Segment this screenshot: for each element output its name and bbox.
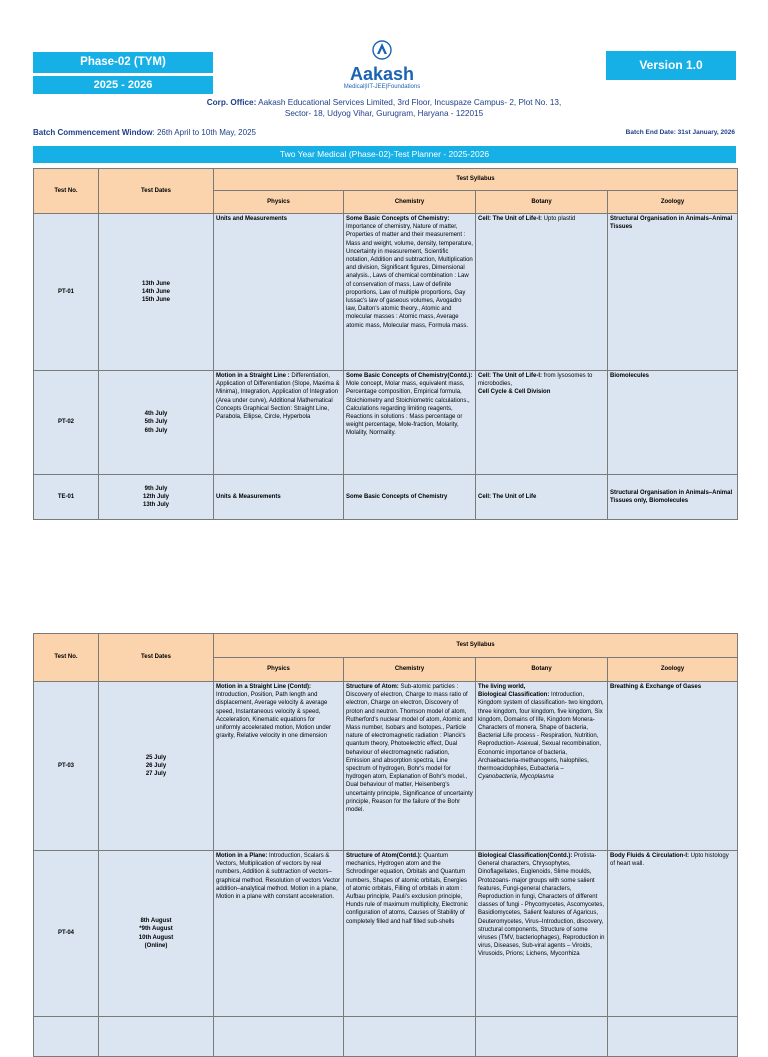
- test-date: 27 July: [145, 771, 167, 778]
- test-date: 26 July: [145, 762, 167, 769]
- chemistry-details: Quantum mechanics, Hydrogen atom and the Schrodinger equation, Orbitals and Quantum numbers, Shapes of atomic orbitals, Energies of atomic orbitals, Filling of orbitals in atom : Aufbau principle, Pauli's exclusion principle, Hunds rule of maximum multiplicity, Electronic configuration of atoms, Causes of Stability of completely filled and half filled sub-shells: [346, 853, 468, 925]
- zoology-topic: Breathing & Exchange of Gases: [610, 684, 702, 690]
- test-dates-cell: [99, 1017, 214, 1057]
- test-date: 25 July: [145, 754, 167, 761]
- botany-details-italic: Cyanobacteria, Mycoplasma: [478, 774, 554, 781]
- test-no-cell: [34, 1017, 99, 1057]
- test-dates-cell: [99, 214, 214, 371]
- test-date: 10th August: [138, 934, 174, 941]
- header-chemistry: Chemistry: [344, 658, 476, 682]
- header-zoology: Zoology: [608, 658, 738, 682]
- zoology-cell: [608, 475, 738, 520]
- header-chemistry: Chemistry: [344, 191, 476, 214]
- test-date: 12th July: [142, 493, 169, 500]
- botany-details: Introduction, Kingdom system of classification- two kingdom, three kingdom, four kingdom, five kingdom, Six kingdom, Domains of life, Kingdom Monera- Characters of monera, Shape of bacteria, Bacterial Life process - Respiration, Nutrition, Reproduction- Asexual, Sexual recombination, Economic importance of bacteria, Archaebacteria-methanogens, halophiles, thermoacidophiles, Eubacteria –: [478, 692, 604, 773]
- header-botany: Botany: [476, 658, 608, 682]
- test-dates-cell: [99, 371, 214, 475]
- physics-cell: [214, 475, 344, 520]
- table-row: [34, 682, 738, 851]
- batch-window-value: : 26th April to 10th May, 2025: [152, 128, 256, 137]
- chemistry-details: Importance of chemistry, Nature of matter, Properties of matter and their measurement : Mass and weight, volume, density, temperature, Uncertainty in measurement, Scientific notation, Addition and subtraction, Multiplication and division, Significant figures, Dimensional analysis., Laws of chemical combination : Law of conservation of mass, Law of definite proportions, Law of multiple proportions, Gay lussac's law of gaseous volumes, Avogadro law, Dalton's atomic theory., Atomic and molecular masses : Atomic mass, Average atomic mass, Molecular mass, Formula mass.: [346, 224, 473, 329]
- corp-office-line2: Sector- 18, Udyog Vihar, Gurugram, Haryana - 122015: [284, 109, 484, 118]
- zoology-cell: [608, 1017, 738, 1057]
- physics-topic: Units and Measurements: [216, 216, 288, 222]
- test-date: 13th July: [142, 502, 169, 509]
- botany-topic: Cell: The Unit of Life: [478, 493, 537, 500]
- header-test-no: Test No.: [34, 169, 99, 214]
- chemistry-cell: [344, 851, 476, 1017]
- zoology-topic: Biomolecules: [610, 373, 650, 379]
- botany-topic: Biological Classification(Contd.):: [478, 853, 573, 859]
- test-date: 14th June: [141, 288, 170, 295]
- brand-name: Aakash: [349, 64, 415, 84]
- test-date: (Online): [144, 942, 168, 949]
- chemistry-topic: Some Basic Concepts of Chemistry: [346, 493, 448, 500]
- physics-details: Introduction, Scalars & Vectors, Multiplication of vectors by real numbers, Addition & subtraction of vectors–graphical method. Resolution of vectors Vector addition–analytical method. Motion in a plane, Motion in a plane with constant acceleration.: [216, 853, 341, 901]
- batch-window-label: Batch Commencement Window: [33, 128, 153, 137]
- zoology-cell: [608, 214, 738, 371]
- zoology-cell: [608, 371, 738, 475]
- physics-cell: [214, 371, 344, 475]
- test-date: 8th August: [140, 918, 172, 925]
- test-dates-cell: [99, 682, 214, 851]
- physics-topic: Motion in a Plane:: [216, 853, 268, 859]
- zoology-topic: Structural Organisation in Animals–Animal Tissues only, Biomolecules: [610, 489, 733, 504]
- zoology-cell: [608, 851, 738, 1017]
- header-physics: Physics: [214, 191, 344, 214]
- botany-topic: The living world,: [478, 684, 526, 690]
- physics-cell: [214, 851, 344, 1017]
- botany-details: Protista-General characters, Chrysophytes, Dinoflagellates, Euglenoids, Slime moulds, Protozoans- major groups with some salient features, Fungi-general characters, Reproduction in fungi, Characters of different classes of fungi - Phycomycetes, Ascomycetes, Basidiomycetes, Salient features of Agaricus, Deuteromycetes, Virus–Introduction, discovery, structural components, Structure of some viruses (TMV, bacteriophages), Reproduction in virus, Diseases, Sub-viral agents – Viroids, Virusoids, Prions; Lichens, Mycorrhiza: [478, 853, 605, 958]
- corp-office-line1: Aakash Educational Services Limited, 3rd Floor, Incuspaze Campus- 2, Plot No. 13,: [256, 98, 562, 107]
- test-planner-table-1: [33, 168, 738, 520]
- botany-cell: [476, 851, 608, 1017]
- header-botany: Botany: [476, 191, 608, 214]
- table-row: [34, 851, 738, 1017]
- chemistry-details: Sub-atomic particles : Discovery of electron, Charge to mass ratio of electron, Charge on electron, Discovery of proton and neutron. Thomson model of atom, Rutherford's nuclear model of atom, Atomic and Mass number, Isobars and Isotopes., Particle nature of electromagnetic radiation : Planck's quantum theory, Photoelectric effect, Dual behaviour of electromagnetic radiation, Emission and absorption spectra, Line spectrum of hydrogen, Bohr's model for hydrogen atom, Explanation of Bohr's model., Dual behaviour of matter, Heisenberg's uncertainty principle, Significance of uncertainty principle, Reason for the failure of the Bohr model.: [346, 684, 473, 814]
- header-zoology: Zoology: [608, 191, 738, 214]
- test-dates-cell: [99, 851, 214, 1017]
- botany-cell: [476, 214, 608, 371]
- batch-window: [33, 128, 256, 137]
- physics-cell: [214, 1017, 344, 1057]
- botany-topic-2: Biological Classification:: [478, 692, 550, 699]
- phase-box: [33, 52, 213, 94]
- table-row: [34, 214, 738, 371]
- session-label: 2025 - 2026: [33, 76, 213, 94]
- test-no-cell: PT-04: [34, 851, 99, 1017]
- botany-cell: [476, 1017, 608, 1057]
- chemistry-cell: [344, 371, 476, 475]
- botany-details: Upto plastid: [542, 216, 576, 222]
- botany-details: from lysosomes to microbodies,: [478, 373, 593, 388]
- test-date: *9th August: [139, 926, 173, 933]
- test-planner-table-2: [33, 633, 738, 1057]
- chemistry-details: Mole concept, Molar mass, equivalent mass, Percentage composition, Empirical formula, Stoichiometry and Stoichiometric calculations., Calculations regarding limiting reagents, Reactions in solutions : Mass percentage or weight percentage, Mole-fraction, Molarity, Molality, Normality.: [346, 381, 470, 437]
- header-test-syllabus: Test Syllabus: [214, 634, 738, 658]
- batch-end-date: Batch End Date: 31st January, 2026: [625, 129, 735, 136]
- test-date: 15th June: [141, 297, 170, 304]
- chemistry-topic: Structure of Atom(Contd.):: [346, 853, 422, 859]
- test-no-cell: TE-01: [34, 475, 99, 520]
- chemistry-topic: Some Basic Concepts of Chemistry(Contd.):: [346, 373, 473, 379]
- chemistry-topic: Some Basic Concepts of Chemistry:: [346, 216, 450, 222]
- test-no-cell: PT-02: [34, 371, 99, 475]
- physics-details: Differentiation, Application of Differentiation (Slope, Maxima & Minima), Integration, Application of Integration (Area under curve), Additional Mathematical Concepts Graphical Section: Straight Line, Parabola, Ellipse, Circle, Hyperbola: [216, 373, 340, 421]
- test-dates-cell: [99, 475, 214, 520]
- header-test-no: Test No.: [34, 634, 99, 682]
- planner-title: Two Year Medical (Phase-02)-Test Planner - 2025-2026: [33, 146, 736, 163]
- header-physics: Physics: [214, 658, 344, 682]
- test-date: 13th June: [141, 280, 170, 287]
- version-badge: Version 1.0: [606, 51, 736, 80]
- test-no-cell: PT-03: [34, 682, 99, 851]
- table-row: [34, 475, 738, 520]
- test-no-cell: PT-01: [34, 214, 99, 371]
- phase-label: Phase-02 (TYM): [33, 52, 213, 73]
- chemistry-cell: [344, 214, 476, 371]
- botany-topic: Cell: The Unit of Life-I:: [478, 373, 542, 379]
- botany-topic: Cell: The Unit of Life-I:: [478, 216, 542, 222]
- brand-sub: Medical|IIT-JEE|Foundations: [343, 84, 421, 90]
- table-row: [34, 371, 738, 475]
- physics-topic: Units & Measurements: [216, 493, 281, 500]
- corp-office-label: Corp. Office:: [206, 98, 257, 107]
- physics-topic: Motion in a Straight Line (Contd):: [216, 684, 311, 690]
- aakash-logo: [330, 40, 434, 91]
- test-date: 4th July: [144, 411, 168, 418]
- zoology-details: Upto histology of heart wall.: [610, 853, 729, 868]
- physics-cell: [214, 214, 344, 371]
- chemistry-cell: [344, 475, 476, 520]
- corp-office-address: [0, 97, 768, 119]
- physics-cell: [214, 682, 344, 851]
- botany-topic-extra: Cell Cycle & Cell Division: [478, 389, 551, 396]
- header-test-syllabus: Test Syllabus: [214, 169, 738, 191]
- botany-cell: [476, 475, 608, 520]
- zoology-topic: Body Fluids & Circulation-I:: [610, 853, 689, 859]
- zoology-topic: Structural Organisation in Animals–Animal Tissues: [610, 216, 733, 231]
- physics-details: Introduction, Position, Path length and displacement, Average velocity & average speed, Instantaneous velocity & speed, Acceleration, Kinematic equations for uniformly accelerated motion, Motion under gravity, Relative velocity in one dimension: [216, 692, 332, 740]
- table-row: [34, 1017, 738, 1057]
- chemistry-topic: Structure of Atom:: [346, 684, 399, 690]
- chemistry-cell: [344, 1017, 476, 1057]
- physics-topic: Motion in a Straight Line :: [216, 373, 290, 379]
- chemistry-cell: [344, 682, 476, 851]
- aakash-logo-icon: [372, 40, 392, 60]
- test-date: 9th July: [144, 485, 168, 492]
- header-test-dates: Test Dates: [99, 169, 214, 214]
- botany-cell: [476, 682, 608, 851]
- test-date: 6th July: [144, 427, 168, 434]
- header-test-dates: Test Dates: [99, 634, 214, 682]
- zoology-cell: [608, 682, 738, 851]
- botany-cell: [476, 371, 608, 475]
- test-date: 5th July: [144, 419, 168, 426]
